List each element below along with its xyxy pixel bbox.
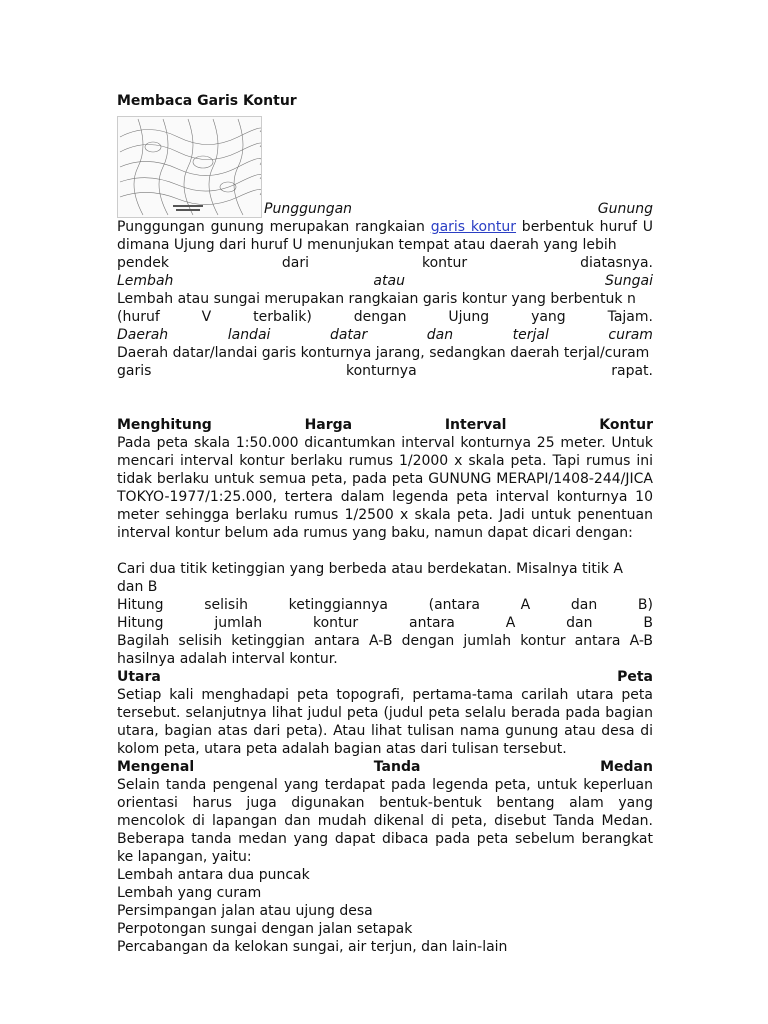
contour-map-figure [117, 116, 262, 218]
caption-gunung: Gunung [597, 201, 653, 217]
document-page [117, 92, 653, 956]
figure-row [117, 116, 653, 218]
caption-punggungan: Punggungan [264, 201, 353, 217]
paragraph-interval: Pada peta skala 1:50.000 dicantumkan interval konturnya 25 meter. Untuk mencari interval kontur berlaku rumus 1/2000 x skala peta. Tapi rumus ini tidak berlaku untuk semua peta, pada peta GUNUNG MERAPI/1408-244/JICA TOKYO-1977/1:25.000, tertera dalam legenda peta interval konturnya 10 meter sehingga berlaku rumus 1/2500 x skala peta. Jadi untuk penentuan interval kontur belum ada rumus yang baku, namun dapat dicari dengan: [117, 435, 653, 541]
list-item: Perpotongan sungai dengan jalan setapak [117, 921, 413, 937]
section-heading-utara: Utara Peta [117, 669, 653, 685]
lembah-heading: Lembah atau Sungai [117, 273, 653, 289]
section-heading-tanda-medan: Mengenal Tanda Medan [117, 759, 653, 775]
section-heading-interval: Menghitung Harga Interval Kontur [117, 417, 653, 433]
figure-caption [264, 200, 653, 218]
justified-line: garis konturnya rapat. [117, 363, 653, 379]
list-item: Percabangan da kelokan sungai, air terjun, dan lain-lain [117, 939, 508, 955]
page-title: Membaca Garis Kontur [117, 93, 297, 109]
step-4: Bagilah selisih ketinggian antara A-B dengan jumlah kontur antara A-B hasilnya adalah interval kontur. [117, 633, 653, 667]
paragraph-punggungan: Punggungan gunung merupakan rangkaian garis kontur berbentuk huruf U dimana Ujung dari huruf U menunjukan tempat atau daerah yang lebih [117, 219, 653, 253]
paragraph-utara: Setiap kali menghadapi peta topografi, pertama-tama carilah utara peta tersebut. selanjutnya lihat judul peta (judul peta selalu berada pada bagian utara, bagian atas dari peta). Atau lihat tulisan nama gunung atau desa di kolom peta, utara peta adalah bagian atas dari tulisan tersebut. [117, 687, 653, 757]
list-item: Lembah yang curam [117, 885, 262, 901]
list-item: Lembah antara dua puncak [117, 867, 310, 883]
justified-line: pendek dari kontur diatasnya. [117, 255, 653, 271]
justified-line: (huruf V terbalik) dengan Ujung yang Tajam. [117, 309, 653, 325]
daerah-heading: Daerah landai datar dan terjal curam [117, 327, 653, 343]
garis-kontur-link[interactable]: garis kontur [430, 219, 517, 235]
paragraph-tanda-medan: Selain tanda pengenal yang terdapat pada legenda peta, untuk keperluan orientasi harus juga digunakan bentuk-bentuk bentang alam yang mencolok di lapangan dan mudah dikenal di peta, disebut Tanda Medan. Beberapa tanda medan yang dapat dibaca pada peta sebelum berangkat ke lapangan, yaitu: [117, 777, 653, 865]
list-item: Persimpangan jalan atau ujung desa [117, 903, 373, 919]
paragraph-lembah: Lembah atau sungai merupakan rangkaian garis kontur yang berbentuk n [117, 291, 636, 307]
step-2: Hitung selisih ketinggiannya (antara A dan B) [117, 597, 653, 613]
paragraph-daerah: Daerah datar/landai garis konturnya jarang, sedangkan daerah terjal/curam [117, 345, 650, 361]
step-3: Hitung jumlah kontur antara A dan B [117, 615, 653, 631]
step-1: Cari dua titik ketinggian yang berbeda atau berdekatan. Misalnya titik A dan B [117, 561, 623, 595]
